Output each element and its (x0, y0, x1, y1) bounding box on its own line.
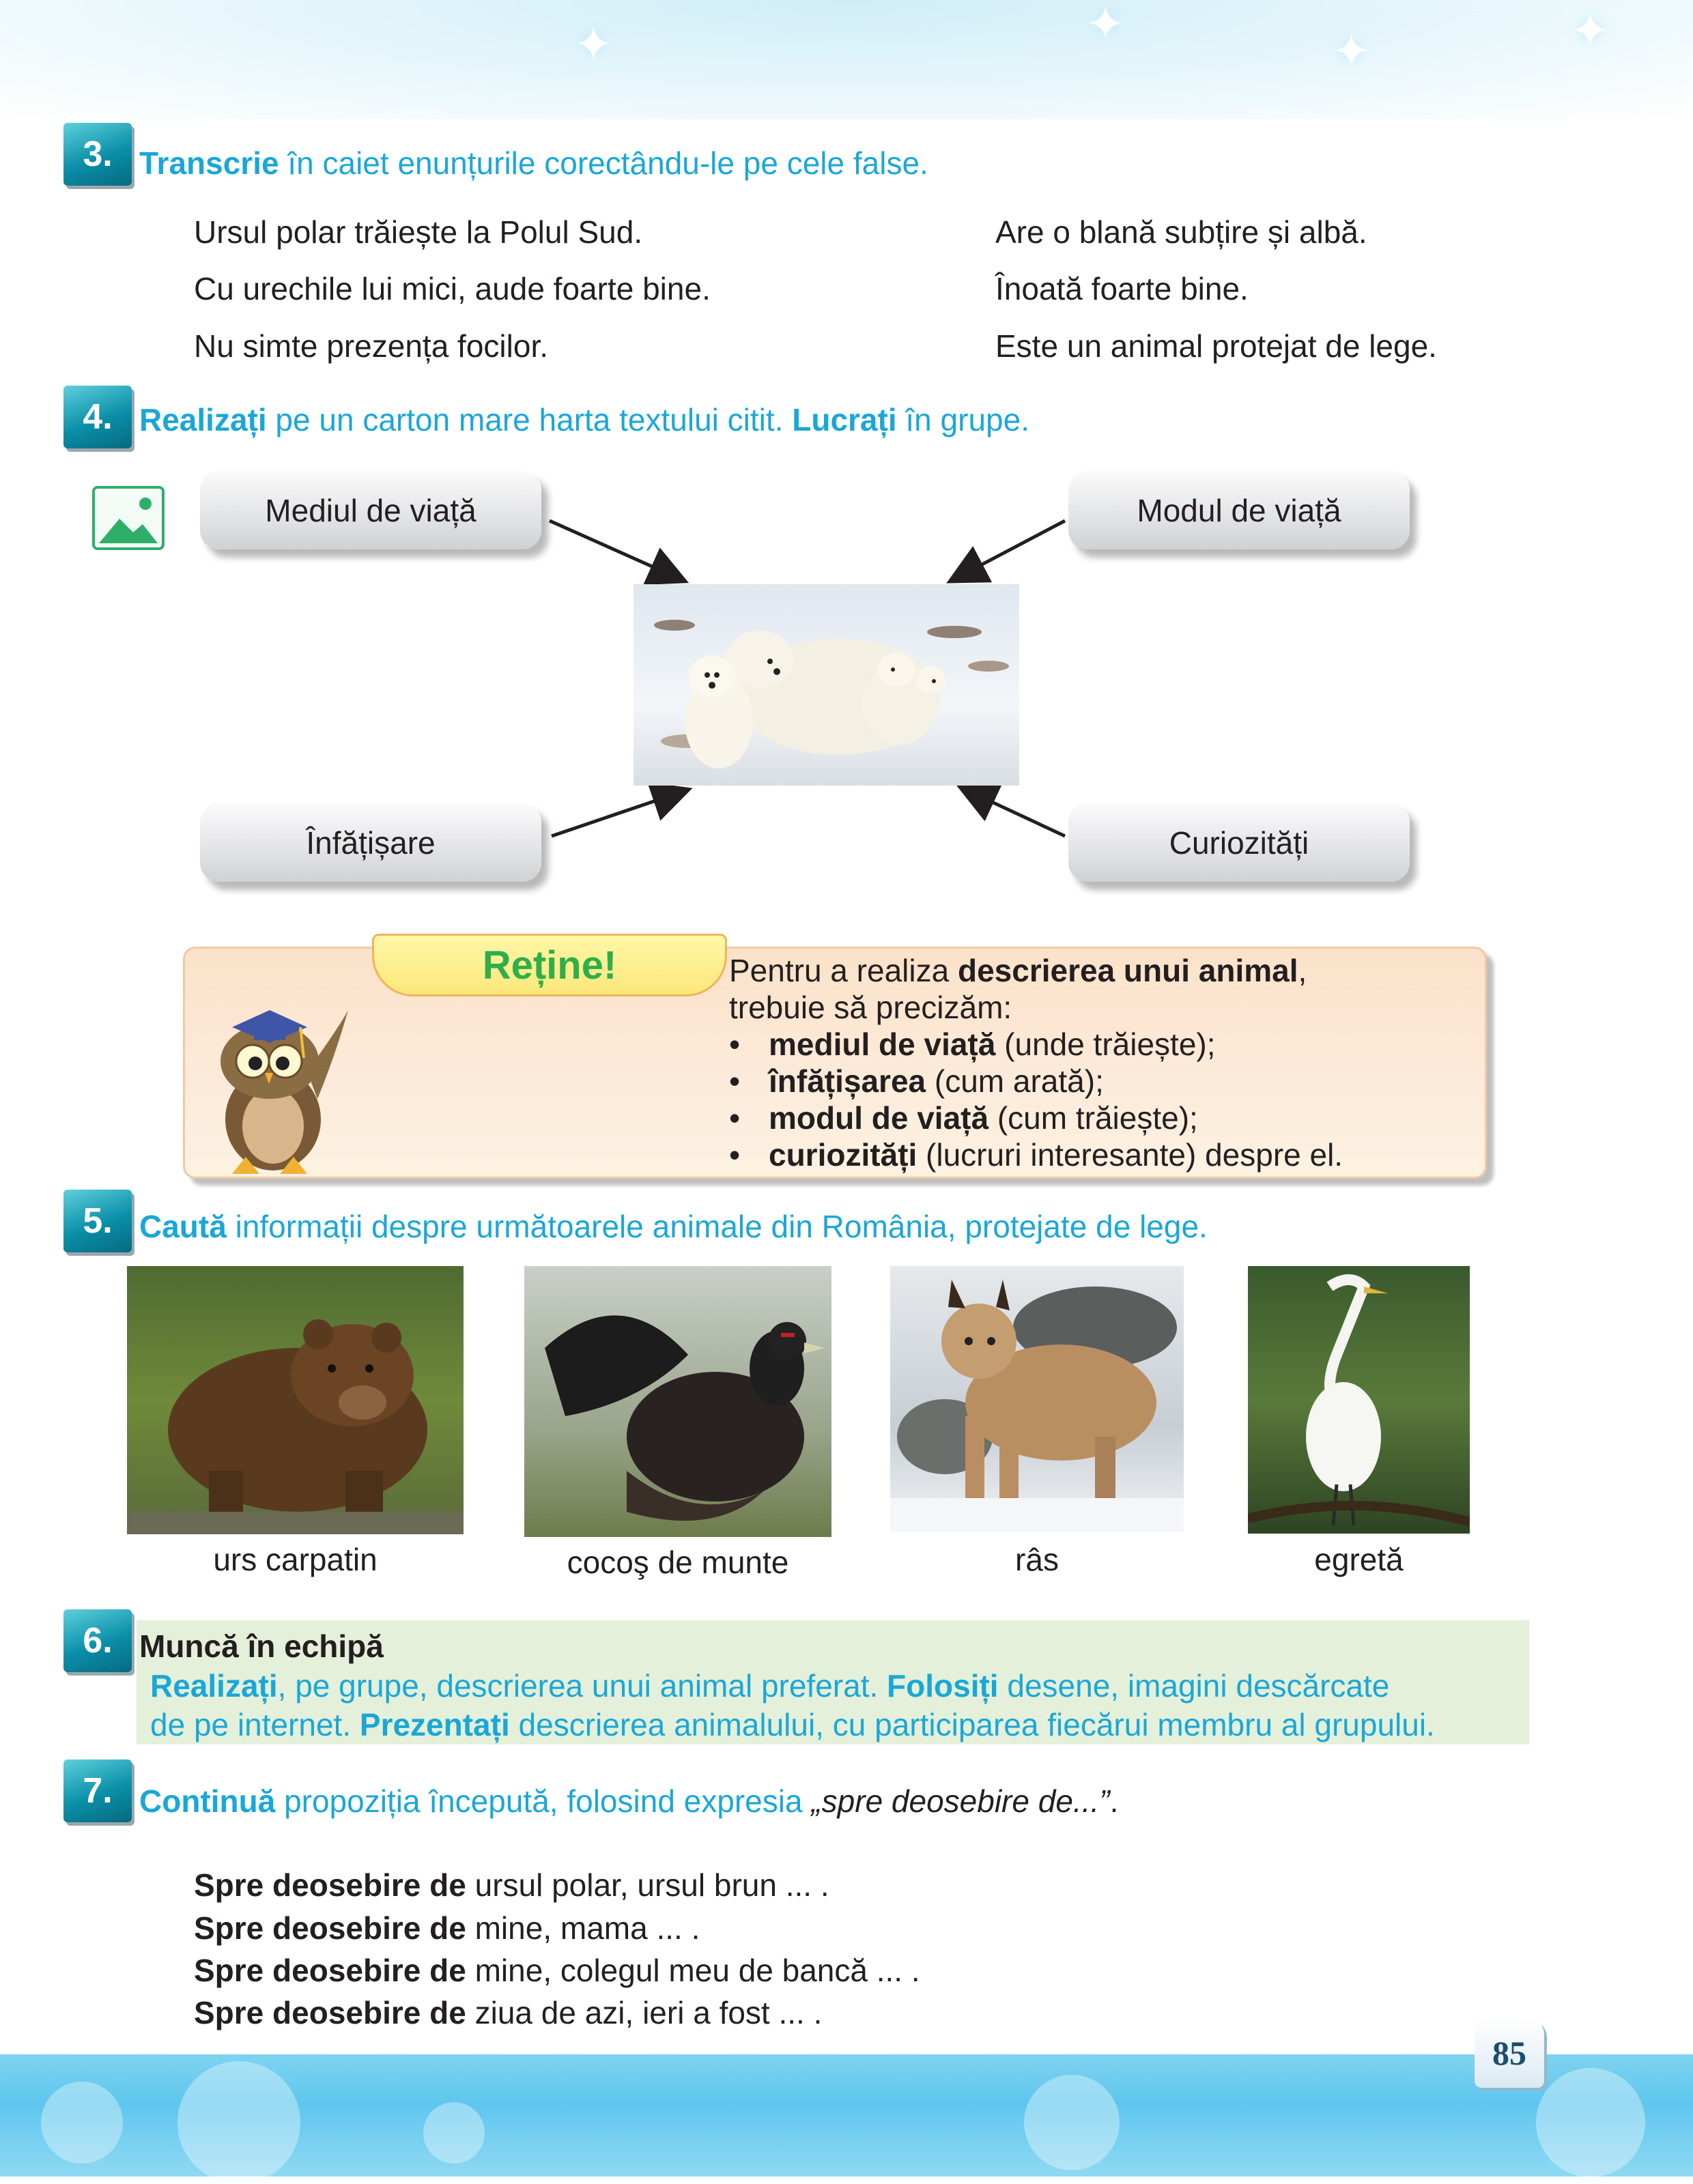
sparkle-icon: ✦ (573, 18, 614, 71)
map-box-appearance: Înfățișare (200, 803, 541, 882)
map-box-environment: Mediul de viață (200, 471, 541, 549)
exercise-3-number: 3. (63, 123, 132, 186)
lynx-photo (890, 1266, 1184, 1532)
exercise-3-instruction: Transcrie în caiet enunțurile corectându-le pe cele false. (139, 145, 928, 181)
sentence-line: Spre deosebire de ursul polar, ursul brun ... . (194, 1867, 829, 1903)
page-number: 85 (1475, 2018, 1544, 2088)
sparkle-icon: ✦ (1331, 25, 1371, 78)
statement: Nu simte prezența focilor. (194, 328, 549, 364)
statement: Ursul polar trăiește la Polul Sud. (194, 214, 643, 250)
exercise-6-instruction: Realizați, pe grupe, descrierea unui animal preferat. Folosiți desene, imagini descărcate de pe internet. Prezentați descrierea animalului, cu participarea fiecărui membru al grupului. (150, 1668, 1435, 1742)
egret-photo (1248, 1266, 1470, 1534)
sparkle-icon: ✦ (1085, 0, 1126, 51)
exercise-4-instruction: Realizați pe un carton mare harta textului citit. Lucrați în grupe. (139, 402, 1029, 437)
map-box-curiosities: Curiozități (1068, 803, 1410, 882)
animal-caption: cocoş de munte (567, 1544, 789, 1580)
animal-caption: egretă (1314, 1542, 1404, 1577)
statement: Are o blană subțire și albă. (995, 214, 1367, 250)
map-box-lifestyle: Modul de viață (1068, 471, 1410, 549)
owl-mascot-icon (205, 996, 355, 1174)
statement: Înoată foarte bine. (995, 271, 1249, 306)
statement: Este un animal protejat de lege. (995, 328, 1437, 364)
exercise-4-number: 4. (63, 386, 132, 448)
sentence-line: Spre deosebire de mine, colegul meu de bancă ... . (194, 1953, 920, 1988)
list-item: • înfățișarea (cum arată); (729, 1063, 1343, 1100)
exercise-5-number: 5. (63, 1190, 132, 1252)
list-item: • modul de viață (cum trăiește); (729, 1100, 1343, 1136)
capercaillie-photo (524, 1266, 831, 1537)
polar-bear-photo (634, 584, 1019, 786)
sparkle-icon: ✦ (1570, 4, 1610, 57)
exercise-6-title: Muncă în echipă (139, 1628, 384, 1664)
remember-text: Pentru a realiza descrierea unui animal, trebuie să precizăm: • mediul de viață (unde trăiește); • înfățișarea (cum arată); • modul de viață (cum trăiește); • curiozități (lucruri interesante) despre el. (729, 952, 1343, 1173)
list-item: • mediul de viață (unde trăiește); (729, 1026, 1343, 1063)
exercise-6-number: 6. (63, 1609, 132, 1672)
brown-bear-photo (127, 1266, 464, 1534)
animal-caption: urs carpatin (213, 1542, 378, 1577)
exercise-7-number: 7. (63, 1759, 132, 1822)
sentence-line: Spre deosebire de ziua de azi, ieri a fost ... . (194, 1995, 823, 2030)
exercise-7-instruction: Continuă propoziția începută, folosind expresia „spre deosebire de...”. (139, 1783, 1119, 1819)
remember-title: Reține! (372, 934, 727, 996)
bottom-decorative-band (0, 2054, 1693, 2176)
sentence-line: Spre deosebire de mine, mama ... . (194, 1910, 700, 1946)
list-item: • curiozități (lucruri interesante) despre el. (729, 1136, 1343, 1173)
statement: Cu urechile lui mici, aude foarte bine. (194, 271, 711, 306)
exercise-5-instruction: Caută informații despre următoarele animale din România, protejate de lege. (139, 1209, 1208, 1244)
animal-caption: râs (1015, 1542, 1059, 1577)
